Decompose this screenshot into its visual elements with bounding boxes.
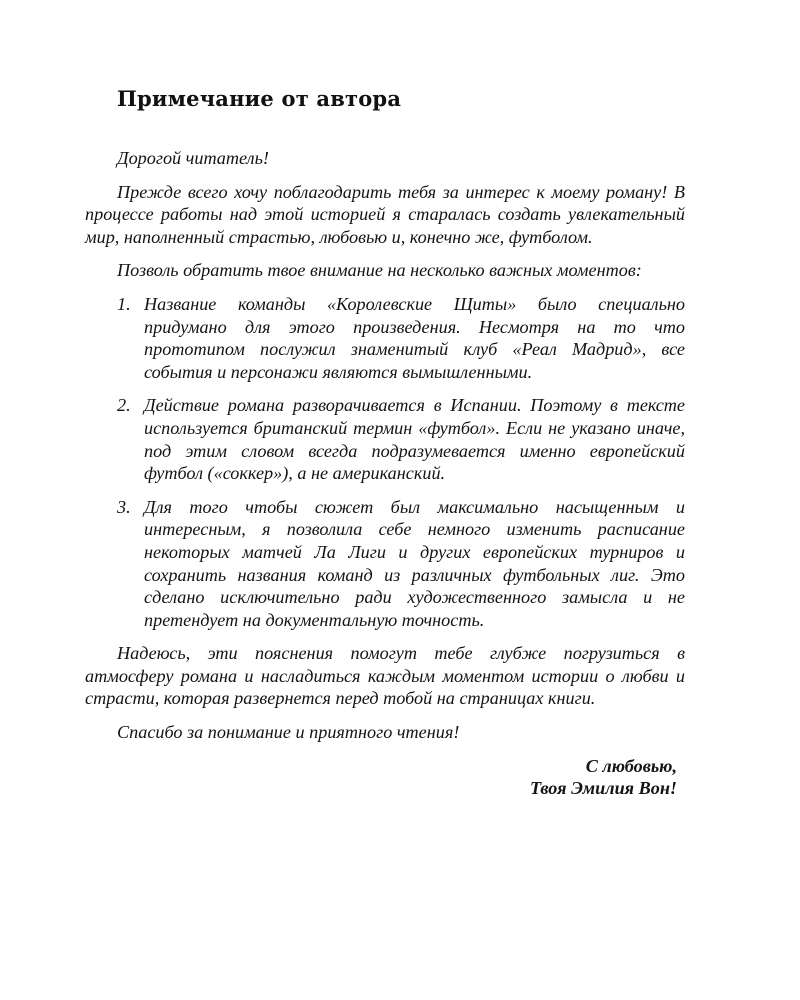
attention-paragraph: Позволь обратить твое внимание на несколько важных моментов:: [117, 260, 642, 281]
list-item-text: Название команды «Королевские Щиты» было специально придумано для этого произведения. Несмотря на то что прототипом послужил знаменитый клуб «Реал Мадрид», все события и персонажи являются вымышленными.: [144, 293, 685, 382]
signature-line-1: С любовью,: [585, 755, 677, 776]
list-item: [85, 394, 685, 484]
signature: [85, 755, 685, 799]
page-body: [85, 147, 685, 799]
signature-line-2: Твоя Эмилия Вон!: [529, 777, 677, 798]
list-item-number: 1.: [117, 293, 131, 314]
notes-list: [85, 293, 685, 631]
closing-paragraph: Надеюсь, эти пояснения помогут тебе глубже погрузиться в атмосферу романа и насладиться каждым моментом истории о любви и страсти, которая развернется перед тобой на страницах книги.: [85, 643, 685, 709]
list-item: [85, 496, 685, 632]
list-item-text: Для того чтобы сюжет был максимально насыщенным и интересным, я позволила себе немного изменить расписание некоторых матчей Ла Лиги и других европейских турниров и сохранить названия команд из различных футбольных лиг. Это сделано исключительно ради художественного замысла и не претендует на документальную точность.: [144, 496, 685, 630]
list-item-number: 2.: [117, 395, 131, 416]
thanks-paragraph: Спасибо за понимание и приятного чтения!: [117, 722, 460, 743]
list-item-number: 3.: [117, 496, 131, 517]
page-title: Примечание от автора: [117, 86, 402, 111]
intro-paragraph: Прежде всего хочу поблагодарить тебя за интерес к моему роману! В процессе работы над этой историей я старалась создать увлекательный мир, наполненный страстью, любовью и, конечно же, футболом.: [85, 181, 685, 247]
greeting: Дорогой читатель!: [117, 148, 269, 168]
list-item-text: Действие романа разворачивается в Испании. Поэтому в тексте используется британский термин «футбол». Если не указано иначе, под этим словом всегда подразумевается именно европейский футбол («соккер»), а не американский.: [144, 395, 685, 484]
list-item: [85, 293, 685, 383]
